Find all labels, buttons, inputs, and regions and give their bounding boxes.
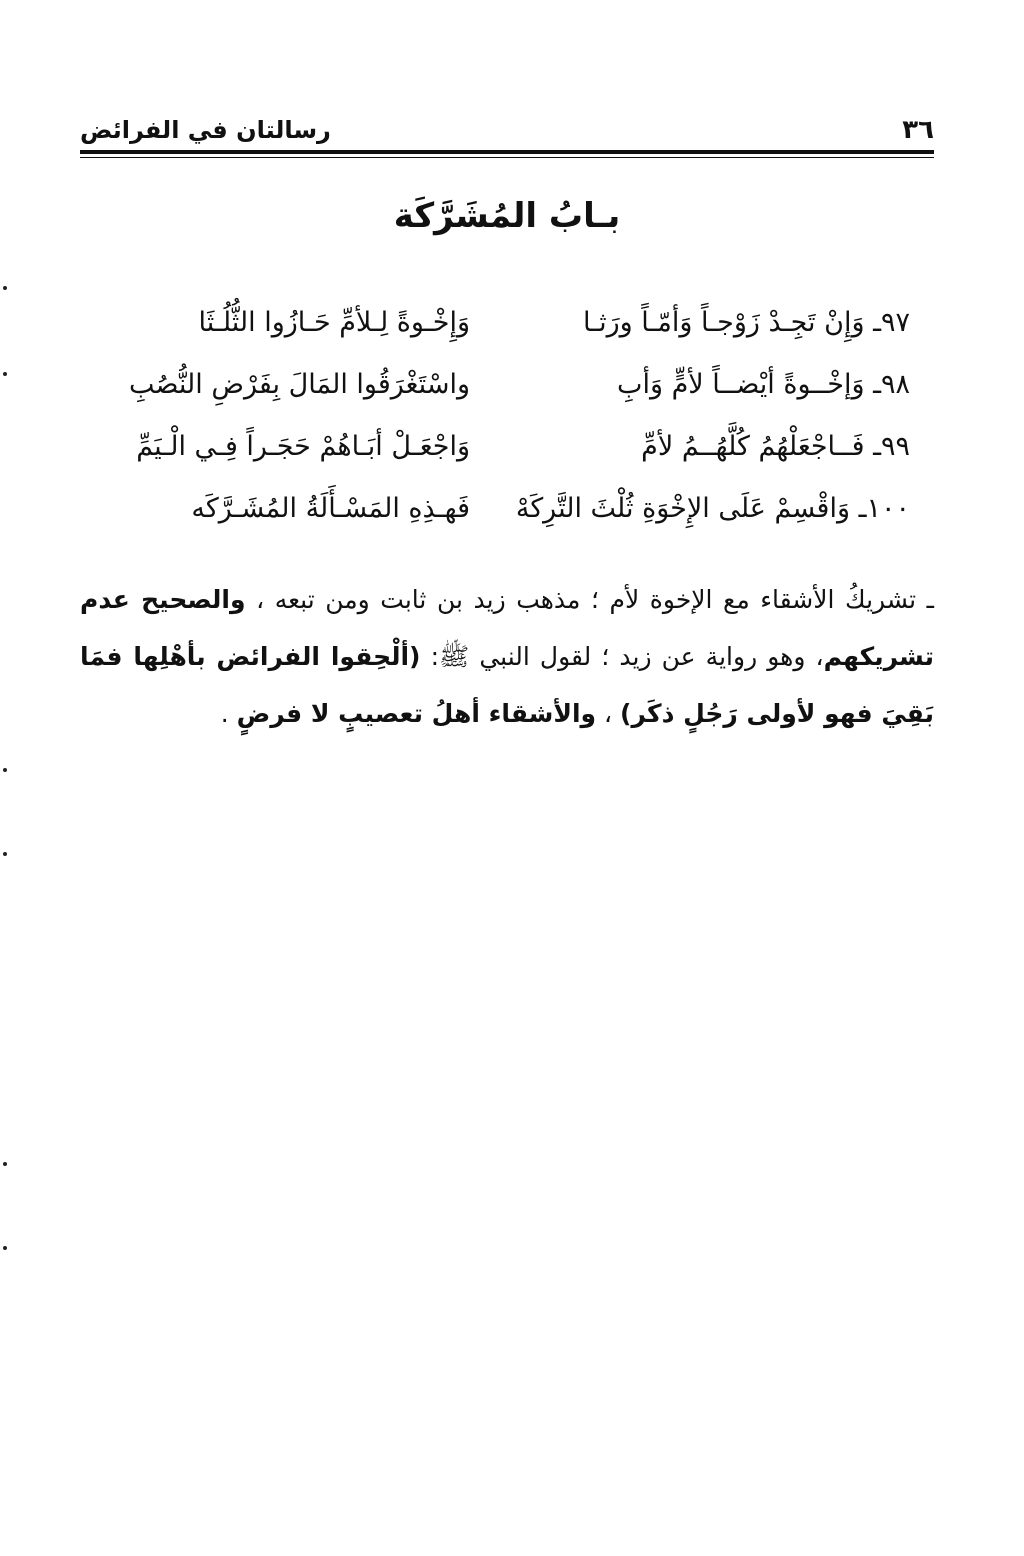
- book-title: رسالتان في الفرائض: [80, 116, 331, 144]
- commentary-text: ، وهو رواية عن زيد ؛ لقول النبي ﷺ:: [420, 642, 824, 671]
- page-number: ٣٦: [902, 115, 934, 145]
- poem: [90, 292, 910, 540]
- commentary-paragraph: [80, 571, 934, 742]
- verse-100: [90, 478, 910, 540]
- verse-second-hemistich: وَاجْعَـلْ أبَـاهُمْ حَجَـراً فِـي الْـيَمِّ: [136, 431, 470, 462]
- commentary-text: ـ تشريكُ الأشقاء مع الإخوة لأم ؛ مذهب زيد بن ثابت ومن تبعه ،: [245, 585, 934, 614]
- hadith-quote: (ألْحِقوا الفرائض بأهْلِها فمَا بَقِيَ فهو لأولى رَجُلٍ ذكَر): [80, 642, 934, 728]
- verse-first-hemistich: ٩٨ـ وَإخْــوةً أيْضــاً لأمٍّ وَأبِ: [617, 369, 910, 400]
- commentary-emphasis: والصحيح عدم تشريكهم: [80, 585, 934, 671]
- commentary-text: ،: [596, 699, 621, 728]
- commentary-emphasis: والأشقاء أهلُ تعصيبٍ لا فرضٍ: [236, 699, 597, 728]
- scan-speck: [3, 768, 7, 772]
- scan-speck: [3, 286, 7, 290]
- scan-speck: [3, 372, 7, 376]
- header-rule-thin: [80, 157, 934, 158]
- verse-second-hemistich: فَهـذِهِ المَسْـأَلَةُ المُشَـرَّكَه: [191, 493, 470, 524]
- scan-speck: [3, 852, 7, 856]
- verse-first-hemistich: ٩٧ـ وَإِنْ تَجِـدْ زَوْجـاً وَأمّـاً ورَثـا: [582, 307, 910, 338]
- verse-98: [90, 354, 910, 416]
- verse-second-hemistich: وَإِخْـوةً لِـلأمِّ حَـازُوا الثُّلُـثَا: [198, 307, 470, 338]
- verse-99: [90, 416, 910, 478]
- commentary-text: .: [220, 699, 237, 728]
- verse-first-hemistich: ٩٩ـ فَــاجْعَلْهُمُ كُلَّهُــمُ لأمِّ: [641, 431, 910, 462]
- verse-first-hemistich: ١٠٠ـ وَاقْسِمْ عَلَى الإِخْوَةِ ثُلْثَ التَّرِكَهْ: [515, 493, 910, 524]
- scan-speck: [3, 1246, 7, 1250]
- running-header: [80, 112, 934, 148]
- verse-second-hemistich: واسْتَغْرَقُوا المَالَ بِفَرْضِ النُّصُبِ: [128, 369, 470, 400]
- scan-speck: [3, 1162, 7, 1166]
- chapter-title: بـابُ المُشَرَّكَة: [393, 196, 621, 236]
- header-rule-thick: [80, 150, 934, 154]
- verse-97: [90, 292, 910, 354]
